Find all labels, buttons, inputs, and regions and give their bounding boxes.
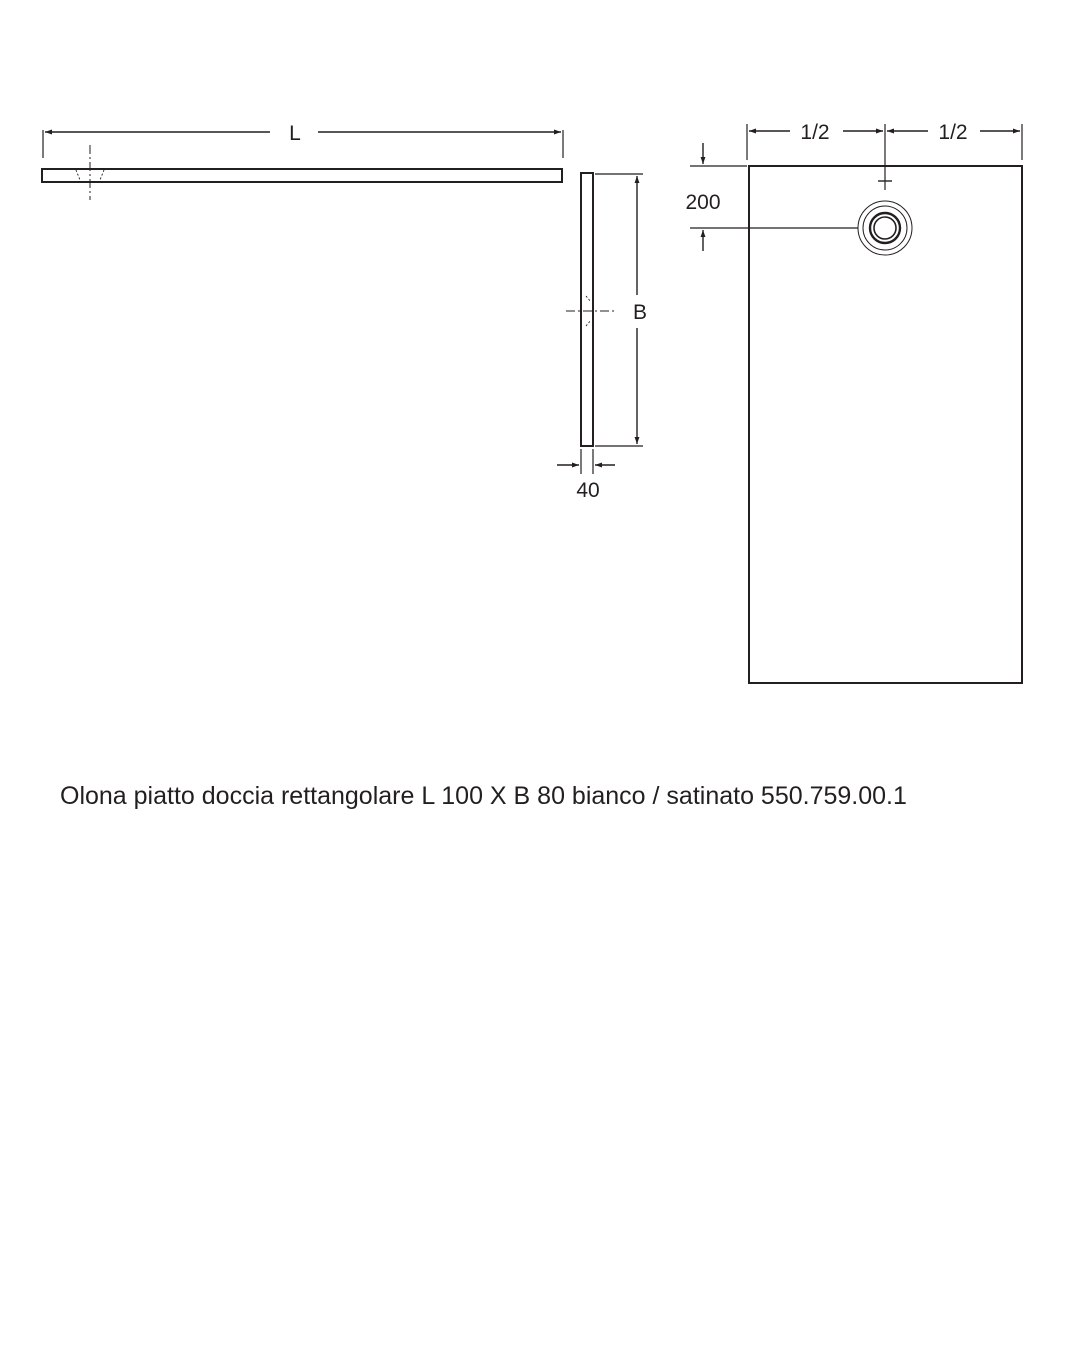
front-view <box>42 122 563 200</box>
tray-side-profile <box>581 173 593 446</box>
width-label: B <box>632 301 648 324</box>
half-left-label: 1/2 <box>800 121 830 144</box>
drain-icon <box>858 201 912 255</box>
half-right-label: 1/2 <box>938 121 968 144</box>
tray-front-profile <box>42 169 562 182</box>
length-label: L <box>289 122 301 145</box>
product-caption: Olona piatto doccia rettangolare L 100 X B 80 bianco / satinato 550.759.00.1 <box>60 782 907 810</box>
thickness-label: 40 <box>576 479 600 502</box>
drain-offset-label: 200 <box>685 191 721 214</box>
side-view <box>557 173 647 502</box>
top-view <box>685 121 1022 683</box>
